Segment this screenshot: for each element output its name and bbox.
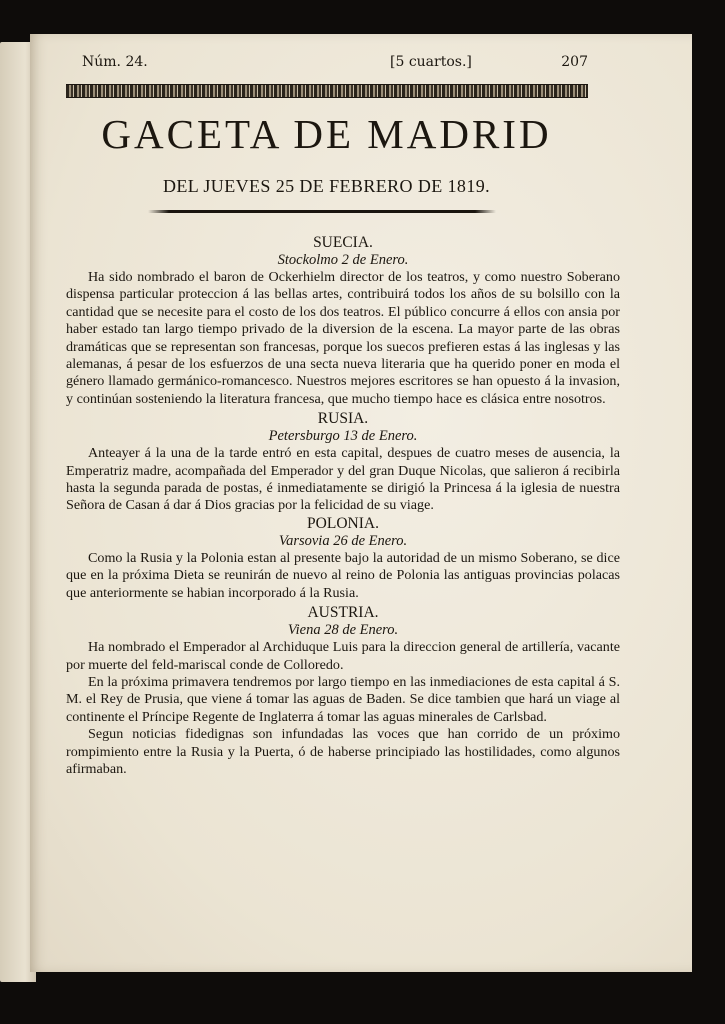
section-country: RUSIA.: [317, 410, 369, 428]
section-dateline: Petersburgo 13 de Enero.: [268, 428, 418, 445]
issue-price: [5 cuartos.]: [390, 54, 472, 70]
section-polonia: [66, 515, 620, 602]
section-paragraph: Ha sido nombrado el baron de Ockerhielm director de los teatros, y como nuestro Soberano dispensa particular proteccion á las bellas artes, contribuirá todos los años de su bolsillo con la cantidad que se necesite para el costo de los dos teatros. El público concurre á ellos con ansia por haber estado tan largo tiempo privado de la diversion de la escena. La mayor parte de las obras dramáticas que se representan son francesas, porque los suecos prefieren estas á las inglesas y las alemanas, á pesar de los esfuerzos de una secta nueva literaria que ha querido poner en moda el género llamado germánico-romancesco. Nuestros mejores escritores se han opuesto á la invasion, y continúan sosteniendo la literatura francesa, que mucho tiempo hace es clásica entre nosotros.: [66, 269, 620, 407]
section-dateline: Varsovia 26 de Enero.: [278, 532, 408, 549]
section-country: POLONIA.: [307, 514, 379, 532]
issue-number: Núm. 24.: [82, 54, 148, 70]
masthead-title: GACETA DE MADRID: [101, 111, 552, 157]
section-rusia: [66, 410, 620, 515]
section-paragraph: Ha nombrado el Emperador al Archiduque Luis para la direccion general de artillería, vacante por muerte del feld-mariscal conde de Colloredo.: [66, 639, 620, 673]
article-body: [66, 234, 620, 778]
section-paragraph: Como la Rusia y la Polonia estan al presente bajo la autoridad de un mismo Soberano, se dice que en la próxima Dieta se reunirán de nuevo al reino de Polonia las antiguas provincias polacas que anteriormente se habian incorporado á la Rusia.: [66, 549, 620, 601]
section-dateline: Viena 28 de Enero.: [287, 622, 399, 639]
section-suecia: [66, 234, 620, 408]
section-paragraph: En la próxima primavera tendremos por largo tiempo en las inmediaciones de esta capital á S. M. el Rey de Prusia, que viene á tomar las aguas de Baden. Se dice tambien que hará un viage al continente el Príncipe Regente de Inglaterra á tomar las aguas minerales de Carlsbad.: [66, 673, 620, 725]
section-austria: [66, 604, 620, 778]
section-paragraph: Segun noticias fidedignas son infundadas las voces que han corrido de un próximo rompimiento entre la Rusia y la Puerta, ó de haberse principiado las hostilidades, como algunos afirmaban.: [66, 726, 620, 777]
ornamental-border: [66, 84, 588, 98]
newspaper-page: [30, 34, 692, 972]
section-country: AUSTRIA.: [307, 604, 379, 622]
masthead-date: DEL JUEVES 25 DE FEBRERO DE 1819.: [162, 176, 491, 196]
section-country: SUECIA.: [313, 234, 373, 251]
section-paragraph: Anteayer á la una de la tarde entró en esta capital, despues de cuatro meses de ausencia, la Emperatriz madre, acompañada del Emperador y del gran Duque Nicolas, que salieron á recibirla hasta la segunda parada de postas, é inmediatamente se dirigió la Princesa á la iglesia de nuestra Señora de Casan á dar á Dios gracias por la felicidad de su viage.: [66, 445, 620, 514]
section-dateline: Stockolmo 2 de Enero.: [277, 252, 409, 268]
page-number: 207: [561, 54, 588, 70]
page-header: [82, 54, 588, 76]
masthead-rule: [148, 210, 496, 213]
